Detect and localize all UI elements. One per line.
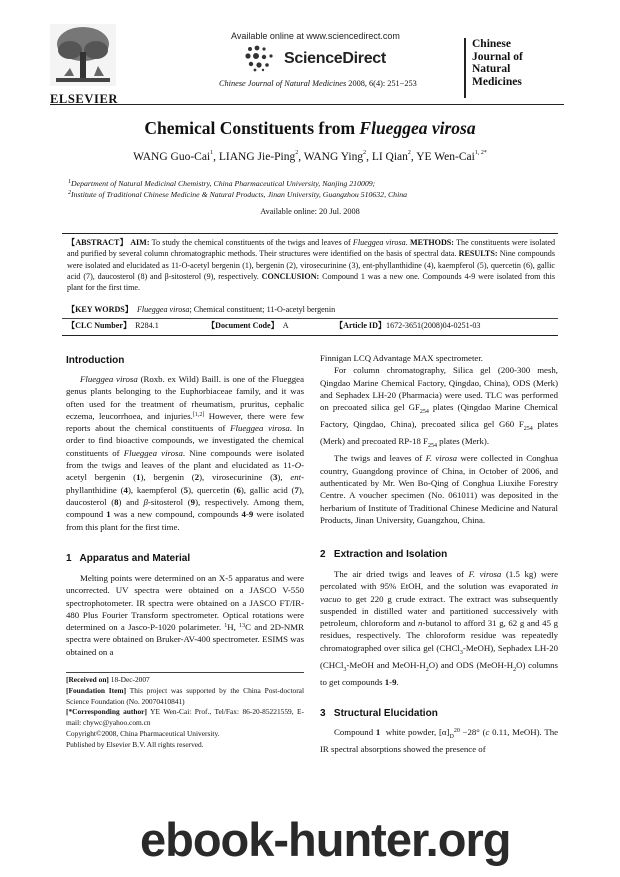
extraction-paragraph: The air dried twigs and leaves of F. virosa (1.5 kg) were percolated with 95% EtOH, and the solution was evaporated in vacuo to get 220 g crude extract. The extract was subsequently suspended in distilled water and partitioned successively with petroleum, chloroform and n-butanol to afford 31 g, 62 g and 45 g residues, respectively. The chloroform residue was repeatedly chromatographed over silica gel (CHCl$_3$-MeOH), Sephadex LH-20 (CHCl$_3$-MeOH and MeOH-$H_2O$) and ODS $(MeOH-H_2O)$ columns to get compounds 1-9. [320,569,558,687]
document-code: 【Document Code】 A [207,321,289,330]
sciencedirect-dots-icon [244,44,280,72]
abstract-bottom-rule [62,335,558,336]
footnote-received: [Received on] 18-Dec-2007 [66,675,150,684]
section-heading-extraction: 2 Extraction and Isolation [320,549,448,560]
methods-label: METHODS: [409,238,455,247]
keywords: 【KEY WORDS】 Flueggea virosa; Chemical constituent; 11-O-acetyl bergenin [67,305,336,314]
article-id: 【Article ID】1672-3651(2008)04-0251-03 [335,321,481,330]
author: YE Wen-Cai$^{1, 2*}$ [416,150,487,163]
elucidation-paragraph: Compound 1 white powder, $[\alpha]_D^{20} -28^\circ$ (c 0.11, MeOH). The IR spectral absorptions showed the presence of [320,727,558,755]
journal-citation [219,79,417,88]
citation-details: 2008, 6(4): 251−253 [346,79,417,88]
journal-box-line: Natural [472,63,511,75]
title-species: Flueggea virosa [359,118,476,138]
watermark: ebook-hunter.org [140,813,511,866]
abstract-label: 【ABSTRACT】 [67,238,128,247]
publisher-name: ELSEVIER [50,92,119,106]
abstract-top-rule [62,233,558,234]
header-rule [50,104,564,105]
footnote-foundation: [Foundation Item] This project was supported by the China Post-doctoral Science Foundation (No. 20070410841) [66,685,304,706]
section-heading-elucidation: 3 Structural Elucidation [320,708,438,719]
author: WANG Guo-Cai$^1$, [133,150,219,163]
author-list [0,151,620,163]
affiliation: $^2$Institute of Traditional Chinese Medicine & Natural Products, Jinan University, Guangzhou 510632, China [68,190,408,199]
footnote-rule [66,672,304,673]
footnote-corresponding: [*Corresponding author] YE Wen-Cai: Prof., Tel/Fax: 86-20-85221559, E-mail: chywc@yahoo.com.cn [66,707,304,728]
sciencedirect-brand: ScienceDirect [284,50,386,67]
author: LIANG Jie-Ping$^2$, [218,150,304,163]
section-heading-apparatus: 1 Apparatus and Material [66,553,191,564]
footnotes [66,675,304,751]
conclusion-label: CONCLUSION: [261,271,320,281]
elsevier-tree-icon [50,24,116,86]
available-online-text: Available online at www.sciencedirect.com [231,31,400,41]
journal-box-line: Medicines [472,75,522,88]
apparatus-paragraph-continued: Finnigan LCQ Advantage MAX spectrometer. For column chromatography, Silica gel (200-300 mesh, Qingdao Marine Chemical Factory, Qingdao, China), ODS (Merk) and Sephadex LH-20 (Pharmacia) were used. TLC was performed on precoated silica gel $GF_{254}$ plates (Qingdao Marine Chemical Factory, Qingdao, China), precoated silica gel G60 $F_{254}$ plates (Merk) and precoated RP-18 $F_{254}$ plates (Merk). The twigs and leaves of F. virosa were collected in Conghua country, Guangdong province of China, in October of 2006, and authenticated by Mr. Wen Bo-Qing of Conghua Liuxihe Forestry Centre. A voucher specimen (No. 061011) was deposited in the herbarium of Institute of Traditional Chinese Medicine and Natural Products, Jinan University, Guangzhou, China. [320,353,558,525]
keywords-rule [62,318,558,319]
clc-number: 【CLC Number】 R284.1 [67,321,159,330]
journal-box-line: Journal of [472,50,523,63]
journal-box-line: Chinese [472,38,511,50]
title-plain: Chemical Constituents from [144,118,360,138]
footnote-publisher: Published by Elsevier B.V. All rights reserved. [66,739,204,749]
introduction-paragraph: Flueggea virosa (Roxb. ex Wild) Baill. is one of the Flueggea genus plants belonging to the Euphorbiaceae family, and it was often used for the treatment of rheumatism, pruritus, cephalic eczema, leucorrhoea, and injuries.[1,2] However, there were few reports about the chemical constituents of Flueggea virosa. In order to find bioactive compounds, we investigated the chemical constituents of Flueggea virosa. Nine compounds were isolated from the twigs and leaves of the plant and elucidated as 11-O-acetyl bergenin (1), bergenin (2), virosecurinine (3), ent-phyllanthidine (4), kaempferol (5), quercetin (6), gallic acid (7), daucosterol (8) and β-sitosterol (9), respectively. Among them, compound 1 was a new compound, compounds 4-9 were isolated from this plant for the first time. [66,374,305,532]
affiliations [68,178,407,200]
author: WANG Ying$^2$, [303,150,372,163]
codes-row [67,320,557,332]
elsevier-logo [50,24,119,106]
results-label: RESULTS: [458,249,498,259]
abstract-block: 【ABSTRACT】 AIM: To study the chemical constituents of the twigs and leaves of Flueggea virosa. METHODS: The constituents were isolated and purified by several column chromatographic methods. Their structures were identified on the basis of spectral data. RESULTS: Nine compounds were isolated and elucidated as 11-O-acetyl bergenin (1), bergenin (2), virosecurinine (3), ent-phyllanthidine (4), kaempferol (5), quercetin (6), gallic acid (7), daucosterol (8) and β-sitosterol (9), respectively. CONCLUSION: Compound 1 was a new one. Compounds 4-9 were isolated from this plant for the first time. [67,238,556,293]
keywords-label: 【KEY WORDS】 [67,305,133,314]
affiliation: $^1$Department of Natural Medicinal Chemistry, China Pharmaceutical University, Nanjing 210009; [68,179,376,188]
apparatus-paragraph: Melting points were determined on an X-5 apparatus and were uncorrected. UV spectra were obtained on a JASCO V-550 spectrophotometer. IR spectra were obtained on a JASCO FT/IR-480 Plus Fourier Transform spectrometer. Optical rotations were determined on a Jasco-P-1020 polarimeter. $^1$H, $^{13}$C and 2D-NMR spectra were obtained on Bruker-AV-400 spectrometer. ESIMS was obtained on a [66,573,304,657]
aim-label: AIM: [130,238,150,247]
author: LI Qian$^2$, [371,150,417,163]
citation-journal: Chinese Journal of Natural Medicines [219,79,347,88]
footnote-copyright: Copyright©2008, China Pharmaceutical University. [66,728,220,738]
journal-box [464,38,550,98]
section-heading-introduction: Introduction [66,355,125,366]
paper-title [0,118,620,139]
available-date: Available online: 20 Jul. 2008 [260,207,360,216]
